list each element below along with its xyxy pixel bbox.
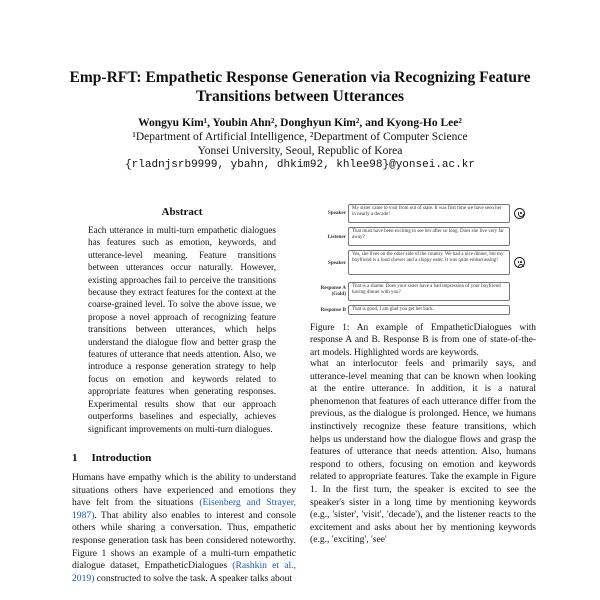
figure-caption: Figure 1: An example of EmpatheticDialogues with response A and B. Response B is from one of state-of-the-art models. Highlighted words are keywords. — [310, 323, 536, 358]
citation-link[interactable]: (Rashkin et al., 2019) — [72, 560, 296, 584]
speaker-label: Response B — [320, 307, 346, 313]
figure-1-dialogue — [312, 204, 530, 316]
title-line-2: Transitions between Utterances — [195, 88, 405, 105]
author-emails: {rladnjsrb9999, ybahn, dhkim92, khlee98}@yonsei.ac.kr — [125, 159, 475, 171]
title-line-1: Emp-RFT: Empathetic Response Generation via Recognizing Feature — [69, 69, 531, 86]
citation-link[interactable]: (Eisenberg and Strayer, 1987) — [72, 497, 296, 521]
happy-face-icon — [514, 208, 525, 219]
intro-text-part: constructed to solve the task. A speaker talks about — [94, 572, 293, 584]
utterance-bubble: That must have been exciting to see her after so long. Does she live very far away? — [348, 227, 510, 246]
speaker-label: Speaker — [327, 210, 346, 216]
author-names: Wongyu Kim¹, Youbin Ahn², Donghyun Kim², and Kyong-Ho Lee² — [138, 117, 462, 129]
dialogue-row — [312, 250, 530, 276]
abstract-heading: Abstract — [161, 206, 203, 218]
affiliation-line-1: ¹Department of Artificial Intelligence, ²Department of Computer Science — [132, 131, 468, 143]
intro-text-part: Humans have empathy which is the ability to understand situations others have experienced and emotions they have felt from the situations — [72, 472, 296, 509]
speaker-label: Speaker — [327, 260, 346, 266]
paper-title — [60, 68, 540, 106]
dialogue-row — [312, 227, 530, 247]
utterance-bubble: Yes, she lives on the other side of the country. We had a nice dinner, but my boyfriend is a loud chewer and a sloppy eater. It was quite embarrassing! — [348, 250, 510, 275]
speaker-label: Listener — [327, 234, 346, 240]
intro-text-part: . That ability also enables to interest and console others while sharing a conversation. Thus, empathetic response generation task has been considered noteworthy. Figure 1 shows an example of a multi-turn empathetic dialogue dataset, EmpatheticDialogues — [72, 509, 296, 572]
speaker-label: Response A (Gold) — [320, 285, 346, 297]
sad-face-icon — [514, 257, 525, 268]
dialogue-row — [312, 204, 530, 224]
abstract-text: Each utterance in multi-turn empathetic dialogues has features such as emotion, keywords, and utterance-level meaning. Feature transitions between utterances occur naturally. However, existing approaches fail to perceive the transitions because they extract features for the context at the coarse-grained level. To solve the above issue, we propose a novel approach of recognizing feature transitions between utterances, which helps understand the dialogue flow and better grasp the features of utterance that needs attention. Also, we introduce a response generation strategy to help focus on emotion and keywords related to appropriate features when generating responses. Experimental results show that our approach outperforms baselines and especially, achieves significant improvements on multi-turn dialogues. — [88, 225, 276, 434]
introduction-text — [72, 472, 296, 585]
section-heading — [72, 452, 165, 464]
dialogue-row — [312, 282, 530, 302]
dialogue-row — [312, 305, 530, 316]
utterance-bubble: That is good, I am glad you get her back. — [348, 305, 510, 315]
affiliation-line-2: Yonsei University, Seoul, Republic of Korea — [197, 145, 403, 157]
utterance-bubble: That is a shame. Does your sister have a bad impression of your boyfriend having dinner with you? — [348, 282, 510, 301]
section-title: Introduction — [91, 452, 152, 464]
utterance-bubble: My sister came to visit from out of state. It was first time we have seen her in nearly a decade! — [348, 204, 510, 223]
author-block — [60, 116, 540, 172]
section-number: 1 — [72, 452, 78, 464]
right-column-text: what an interlocutor feels and primarily says, and utterance-level meaning that can be known when looking at the entire utterance. In addition, it is a natural phenomenon that features of each utterance differ from the previous, as the dialogue is prolonged. Hence, we humans instinctively recognize these feature transitions, which helps us understand how the dialogue flows and grasp the features of utterance that needs attention. Also, humans respond to others, focusing on emotion and keywords related to appropriate features. Take the example in Figure 1. In the first turn, the speaker is excited to see the speaker's sister in a long time by mentioning keywords (e.g., 'sister', 'visit', 'decade'), and the listener reacts to the excitement and asks about her by mentioning keywords (e.g., 'exciting', 'see' — [310, 358, 536, 546]
